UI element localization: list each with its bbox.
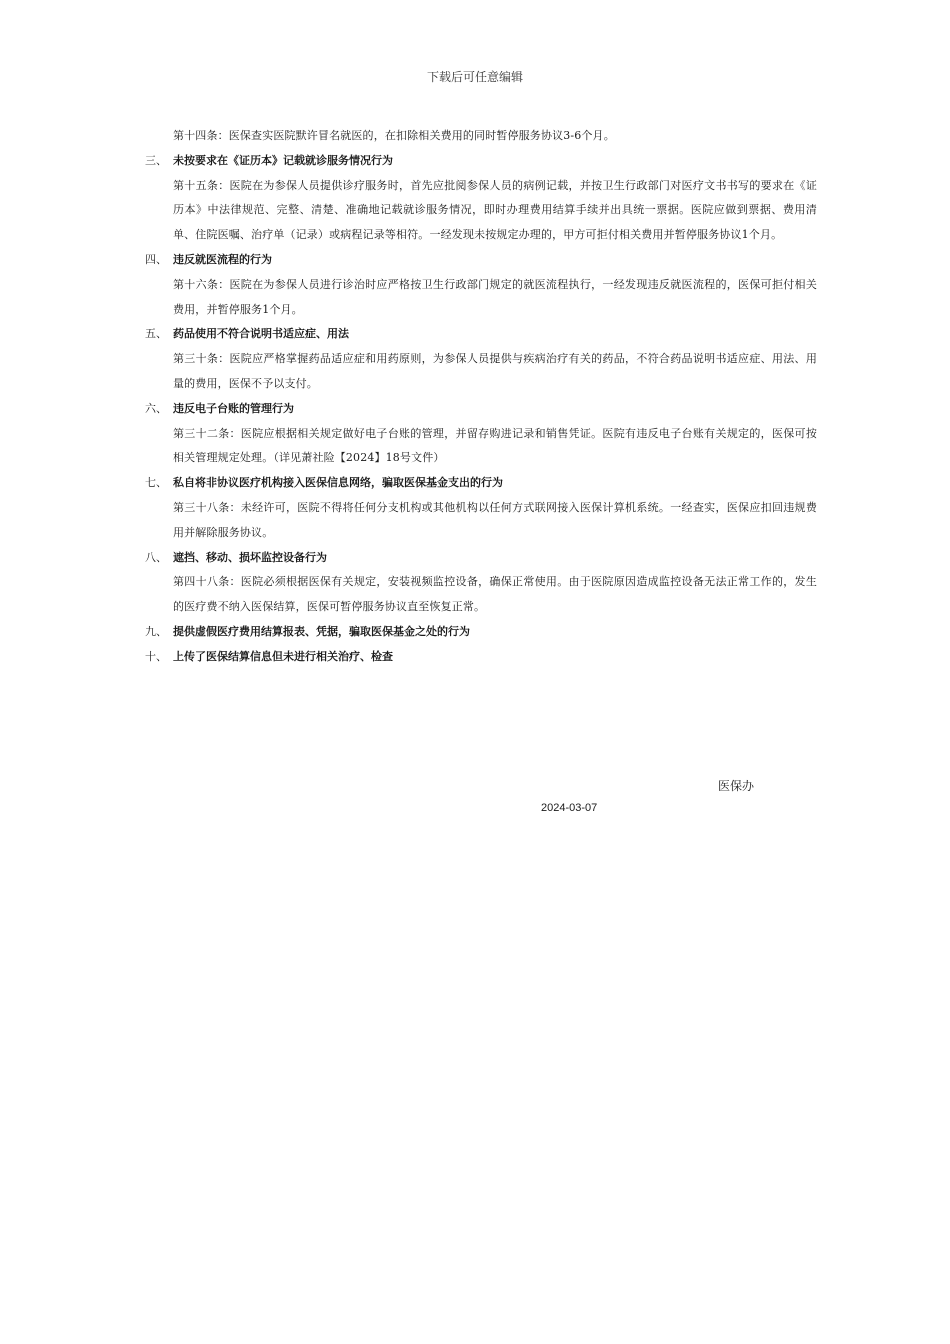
section-heading (145, 322, 817, 347)
section-title: 违反电子台账的管理行为 (173, 401, 294, 415)
section-heading (145, 248, 817, 273)
section-heading (145, 620, 817, 645)
signature: 医保办 (718, 779, 755, 793)
section-title: 违反就医流程的行为 (173, 252, 272, 266)
section-heading (145, 645, 817, 670)
section-heading (145, 397, 817, 422)
section-number: 十、 (145, 649, 167, 663)
section-number: 三、 (145, 153, 167, 167)
section-number: 四、 (145, 252, 167, 266)
paragraph: 第四十八条：医院必须根据医保有关规定，安装视频监控设备，确保正常使用。由于医院原因造成监控设备无法正常工作的，发生的医疗费不纳入医保结算，医保可暂停服务协议直至恢复正常。 (173, 575, 817, 614)
section-number: 五、 (145, 327, 167, 341)
document-date: 2024-03-07 (541, 802, 598, 814)
page-header: 下载后可任意编辑 (426, 70, 523, 84)
section-number: 七、 (145, 476, 167, 490)
section-title: 提供虚假医疗费用结算报表、凭据，骗取医保基金之处的行为 (173, 624, 470, 638)
section-heading (145, 546, 817, 571)
section-title: 遮挡、移动、损坏监控设备行为 (173, 550, 327, 564)
paragraph: 第十六条：医院在为参保人员进行诊治时应严格按卫生行政部门规定的就医流程执行，一经发现违反就医流程的，医保可拒付相关费用，并暂停服务1个月。 (173, 277, 817, 316)
paragraph: 第三十条：医院应严格掌握药品适应症和用药原则，为参保人员提供与疾病治疗有关的药品，不符合药品说明书适应症、用法、用量的费用，医保不予以支付。 (173, 352, 817, 390)
paragraph: 第三十二条：医院应根据相关规定做好电子台账的管理，并留存购进记录和销售凭证。医院有违反电子台账有关规定的，医保可按相关管理规定处理。（详见萧社险【2024】18号文件） (173, 426, 817, 465)
document-body (145, 124, 817, 670)
section-number: 九、 (145, 624, 167, 638)
section-heading (145, 471, 817, 496)
paragraph: 第十四条：医保查实医院默许冒名就医的，在扣除相关费用的同时暂停服务协议3-6个月。 (173, 129, 615, 142)
section-title: 药品使用不符合说明书适应症、用法 (173, 327, 349, 341)
section-title: 上传了医保结算信息但未进行相关治疗、检查 (173, 649, 393, 663)
section-number: 六、 (145, 401, 167, 415)
paragraph: 第三十八条：未经许可，医院不得将任何分支机构或其他机构以任何方式联网接入医保计算机系统。一经查实，医保应扣回违规费用并解除服务协议。 (173, 500, 817, 539)
section-title: 私自将非协议医疗机构接入医保信息网络，骗取医保基金支出的行为 (173, 476, 503, 490)
section-number: 八、 (145, 550, 167, 564)
section-heading (145, 149, 817, 174)
section-title: 未按要求在《证历本》记载就诊服务情况行为 (173, 153, 393, 167)
paragraph: 第十五条：医院在为参保人员提供诊疗服务时，首先应批阅参保人员的病例记载，并按卫生行政部门对医疗文书书写的要求在《证历本》中法律规范、完整、清楚、准确地记载就诊服务情况，即时办理费用结算手续并出具统一票据。医院应做到票据、费用清单、住院医嘱、治疗单（记录）或病程记录等相符。一经发现未按规定办理的，甲方可拒付相关费用并暂停服务协议1个月。 (173, 178, 817, 242)
